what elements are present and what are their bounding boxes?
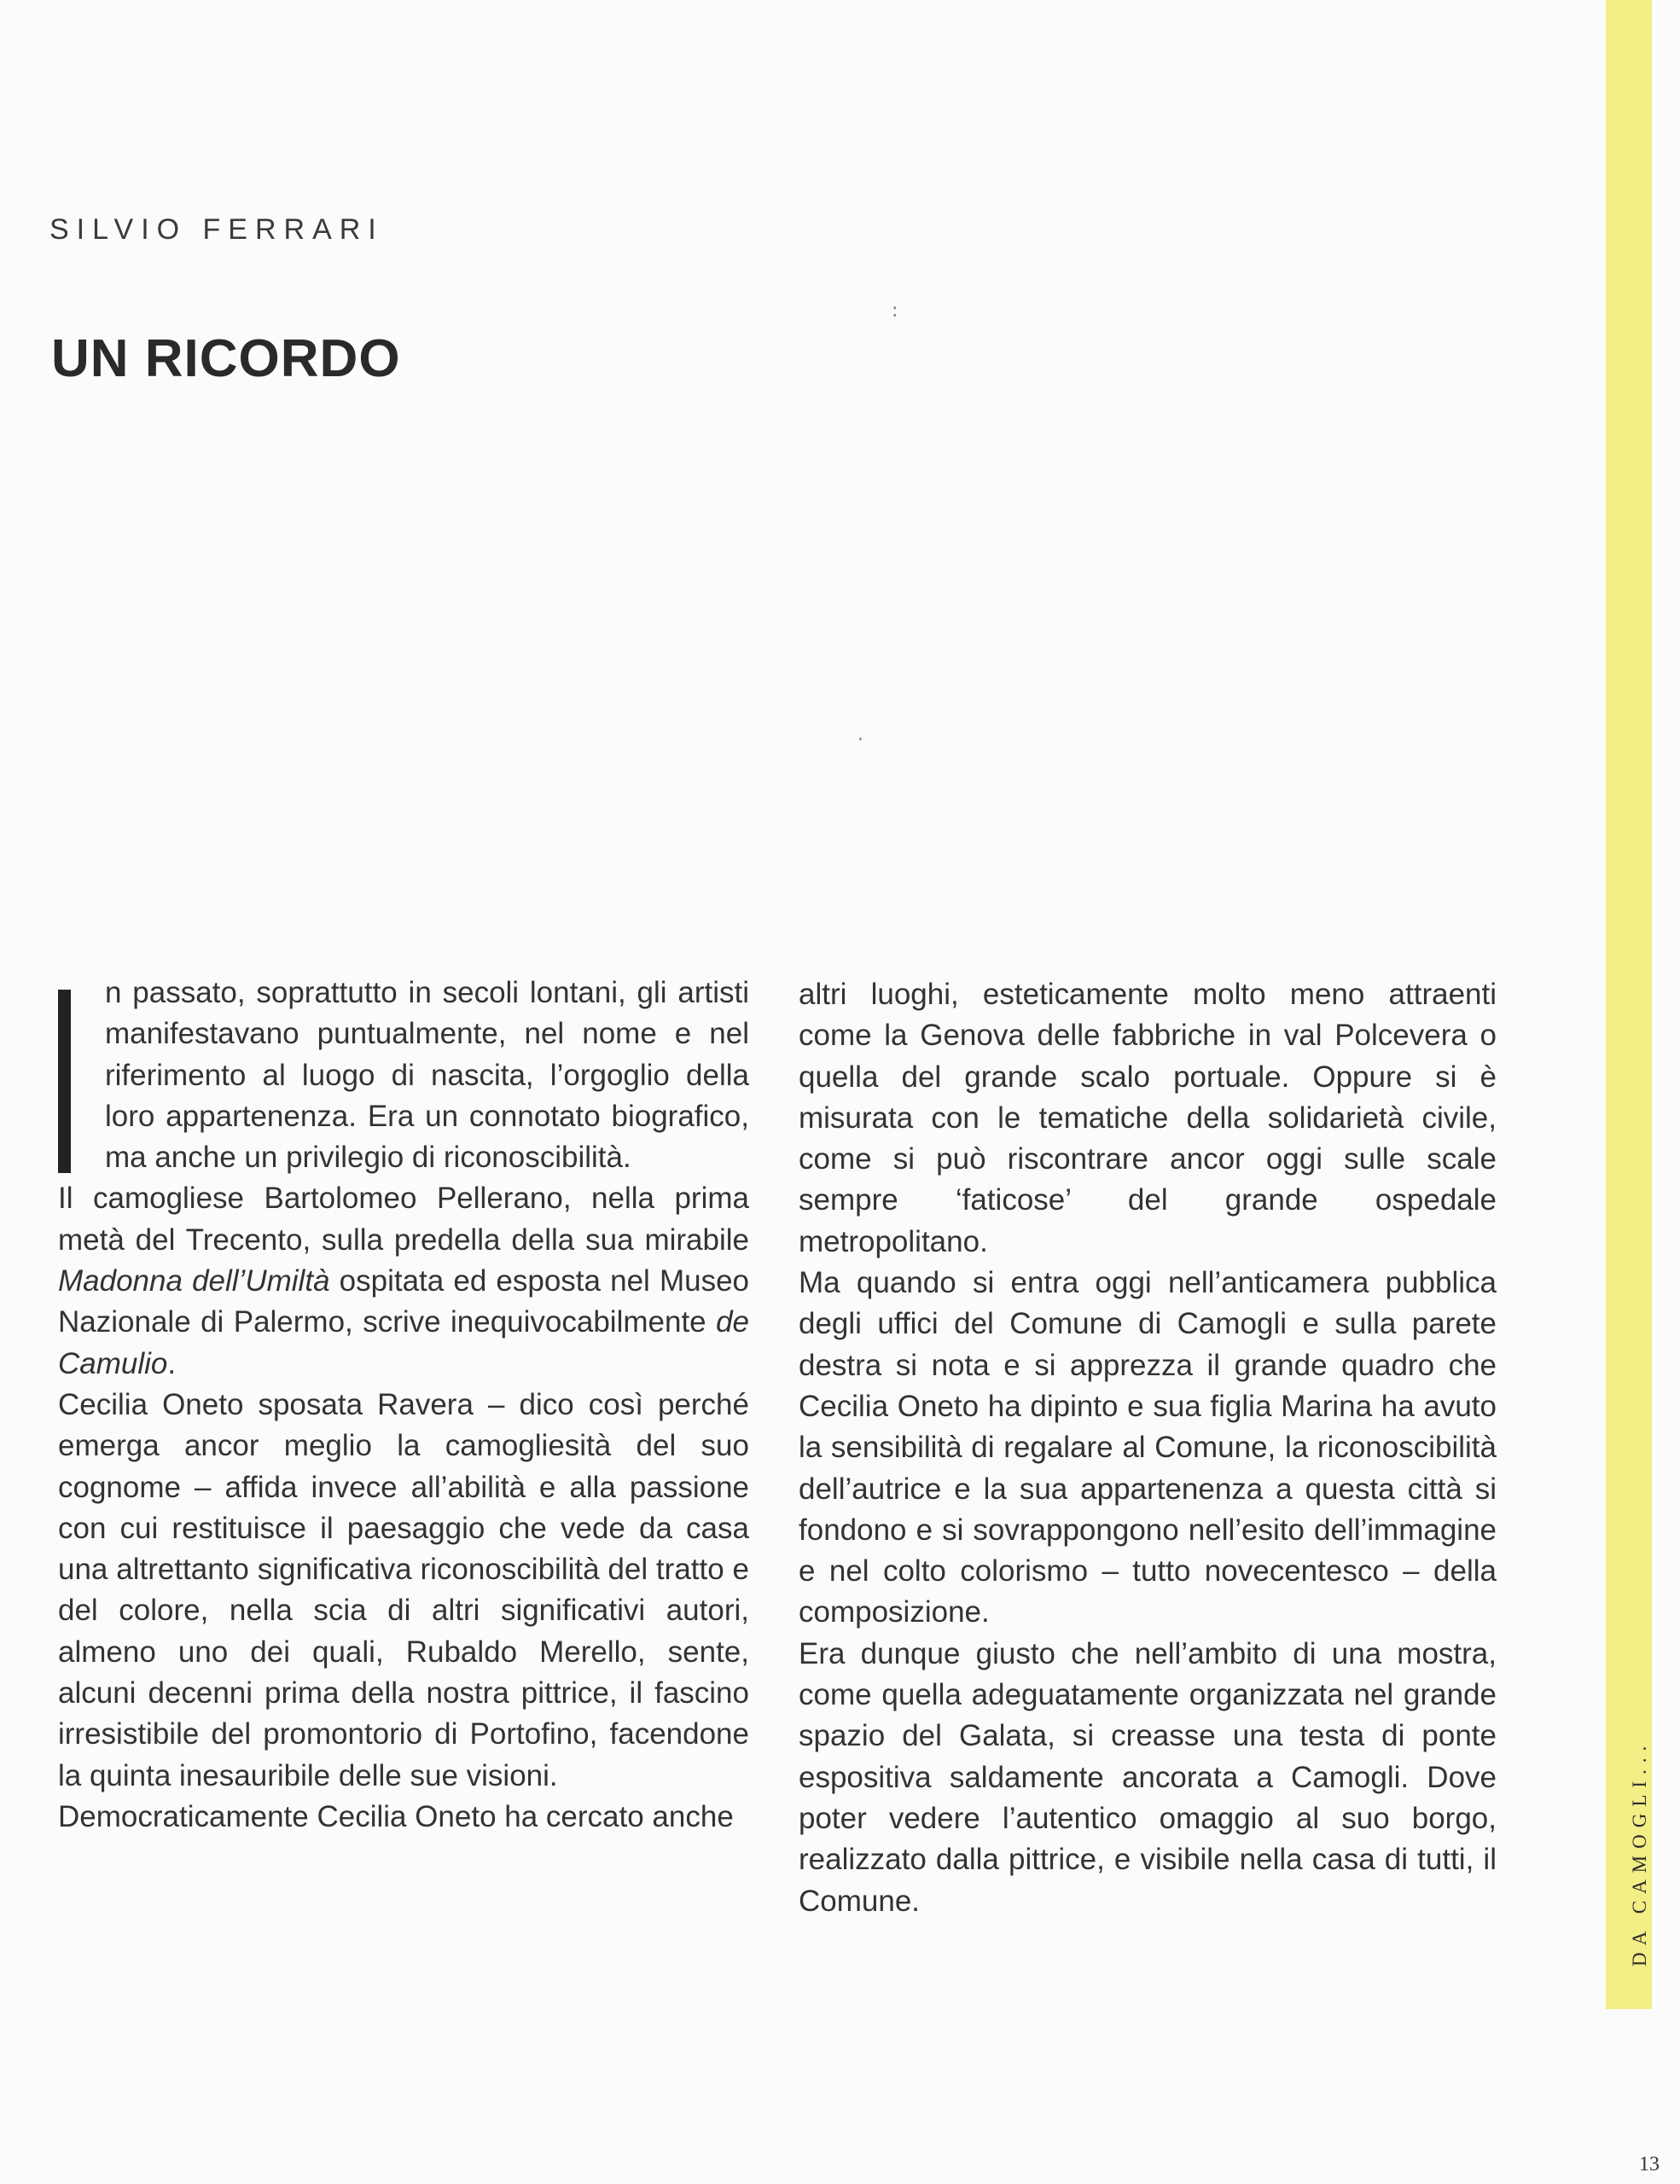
paragraph-3: Cecilia Oneto sposata Ravera – dico così perché emerga ancor meglio la camogliesità del suo cognome – affida invece all’abilità e alla passione con cui restituisce il paesaggio che vede da casa una altrettanto significativa riconoscibilità del tratto e del colore, nella scia di altri significativi autori, almeno uno dei quali, Rubaldo Merello, sente, alcuni decenni prima della nostra pittrice, il fascino irresistibile del promontorio di Portofino, facendone la quinta inesauribile delle sue visioni. (58, 1387, 749, 1792)
paragraph-2-part-b: ospitata ed esposta nel Museo Nazionale di Palermo, scrive inequivocabilmente (58, 1264, 750, 1339)
article-column-right (799, 974, 1497, 1922)
paragraph-5: altri luoghi, esteticamente molto meno attraenti come la Genova delle fabbriche in val Polcevera o quella del grande scalo portuale. Oppure si è misurata con le tematiche della solidarietà civile, come si può riscontrare ancor oggi sulle scale sempre ‘faticose’ del grande ospedale metropolitano. (799, 978, 1497, 1258)
paragraph-7: Era dunque giusto che nell’ambito di una mostra, come quella adeguatamente organizzata nel grande spazio del Galata, si creasse una testa di ponte espositiva saldamente ancorata a Camogli. Dove poter vedere l’autentico omaggio al suo borgo, realizzato dalla pittrice, e visibile nella casa di tutti, il Comune. (799, 1636, 1497, 1918)
stray-colon-mark: : (892, 300, 898, 322)
paragraph-6: Ma quando si entra oggi nell’anticamera pubblica degli uffici del Comune di Camogli e sulla parete destra si nota e si apprezza il grande quadro che Cecilia Oneto ha dipinto e sua figlia Marina ha avuto la sensibilità di regalare al Comune, la riconoscibilità dell’autrice e la sua appartenenza a questa città si fondono e si sovrappongono nell’esito dell’immagine e nel colto colorismo – tutto novecentesco – della composizione. (799, 1266, 1497, 1629)
paragraph-4: Democraticamente Cecilia Oneto ha cercato anche (58, 1799, 734, 1833)
paragraph-1: n passato, soprattutto in secoli lontani, gli artisti manifestavano puntualmente, nel nome e nel riferimento al luogo di nascita, l’orgoglio della loro appartenenza. Era un connotato biografico, ma anche un privilegio di riconoscibilità. (105, 976, 749, 1175)
article-column-left (58, 973, 749, 1838)
paragraph-2-part-c: . (167, 1346, 177, 1380)
signature-quote: de Camulio (58, 1305, 749, 1380)
artwork-title: Madonna dell’Umiltà (58, 1264, 330, 1298)
article-title: UN RICORDO (51, 329, 401, 388)
paragraph-2 (58, 1178, 749, 1384)
page-number: 13 (1639, 2153, 1660, 2175)
paragraph-2-part-a: Il camogliese Bartolomeo Pellerano, nella prima metà del Trecento, sulla predella della sua mirabile (58, 1182, 749, 1257)
section-sidebar-band (1606, 0, 1652, 2009)
stray-dot-mark: · (857, 729, 863, 751)
author-name: SILVIO FERRARI (49, 213, 384, 246)
opening-paragraph (58, 973, 749, 1178)
dropcap-initial (58, 990, 71, 1173)
section-label: DA CAMOGLI... (1629, 1739, 1650, 1966)
